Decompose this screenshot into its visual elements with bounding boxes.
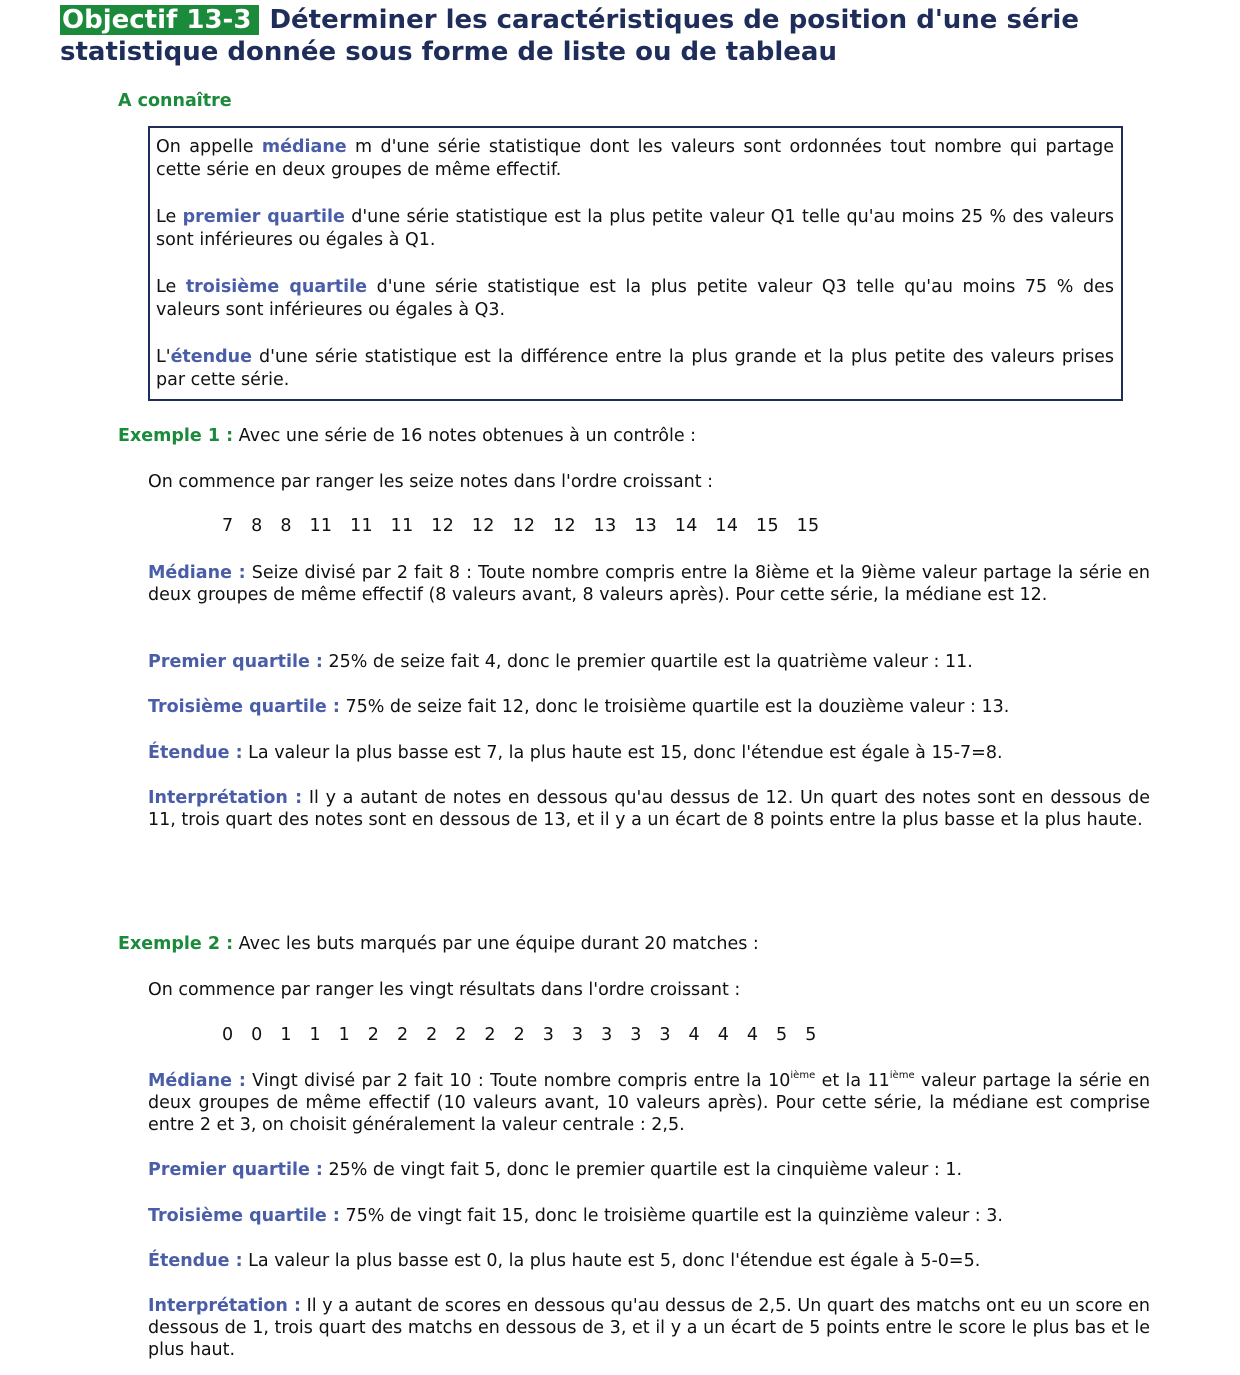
term-etendue: étendue (170, 347, 252, 367)
definition-text: Le (156, 207, 183, 227)
definition-text: d'une série statistique est la différence entre la plus grande et la plus petite des valeurs prises par cette série. (156, 347, 1114, 390)
etendue-text: La valeur la plus basse est 7, la plus haute est 15, donc l'étendue est égale à 15-7=8. (242, 743, 1003, 763)
example-1-etendue (148, 742, 1150, 764)
mediane-text: Seize divisé par 2 fait 8 : Toute nombre compris entre la 8ième et la 9ième valeur partage la série en deux groupes de même effectif (8 valeurs avant, 8 valeurs après). Pour cette série, la médiane est 12. (148, 563, 1150, 605)
example-1-label: Exemple 1 : (118, 426, 234, 446)
example-2-intro: Avec les buts marqués par une équipe durant 20 matches : (233, 934, 759, 954)
q3-text: 75% de seize fait 12, donc le troisième quartile est la douzième valeur : 13. (339, 697, 1010, 717)
example-1-intro: Avec une série de 16 notes obtenues à un contrôle : (233, 426, 697, 446)
interpretation-label: Interprétation : (148, 788, 303, 808)
example-1-q3 (148, 696, 1150, 718)
example-2-heading (118, 934, 759, 954)
q3-label: Troisième quartile : (148, 1206, 340, 1226)
interpretation-text: Il y a autant de notes en dessous qu'au dessus de 12. Un quart des notes sont en dessous de 11, trois quart des notes sont en dessous de 13, et il y a un écart de 8 points entre la plus basse et la plus haute. (148, 788, 1150, 830)
example-2-mediane (148, 1070, 1150, 1136)
example-1-mediane (148, 562, 1150, 606)
example-1-q1 (148, 651, 1150, 673)
definition-premier-quartile (156, 206, 1114, 252)
q1-label: Premier quartile : (148, 652, 323, 672)
mediane-label: Médiane : (148, 1071, 246, 1091)
etendue-label: Étendue : (148, 1251, 243, 1271)
objective-title: Déterminer les caractéristiques de position d'une série statistique donnée sous forme de liste ou de tableau (60, 5, 1079, 67)
definition-troisieme-quartile (156, 276, 1114, 322)
etendue-label: Étendue : (148, 743, 243, 763)
example-2-q1 (148, 1159, 1150, 1181)
term-troisieme-quartile: troisième quartile (185, 277, 367, 297)
q3-text: 75% de vingt fait 15, donc le troisième quartile est la quinzième valeur : 3. (339, 1206, 1003, 1226)
definition-text: On appelle (156, 137, 262, 157)
q1-text: 25% de vingt fait 5, donc le premier quartile est la cinquième valeur : 1. (322, 1160, 963, 1180)
definitions-box (148, 126, 1123, 401)
term-mediane: médiane (261, 137, 347, 157)
example-2-etendue (148, 1250, 1150, 1272)
mediane-text: valeur partage la série en deux groupes de même effectif (10 valeurs avant, 10 valeurs après). Pour cette série, la médiane est comprise entre 2 et 3, on choisit généralement la valeur centrale : 2,5. (148, 1071, 1150, 1135)
definition-text: d'une série statistique est la plus petite valeur Q3 telle qu'au moins 75 % des valeurs sont inférieures ou égales à Q3. (156, 277, 1114, 320)
example-2-series (222, 1025, 817, 1045)
example-1-interpretation (148, 787, 1150, 831)
interpretation-text: Il y a autant de scores en dessous qu'au dessus de 2,5. Un quart des matchs ont eu un score en dessous de 1, trois quart des matchs en dessous de 3, et il y a un écart de 5 points entre le score le plus bas et le plus haut. (148, 1296, 1150, 1360)
example-1-series (222, 516, 819, 536)
ordinal-suffix: ième (790, 1070, 816, 1081)
example-1-series-values: 7 8 8 11 11 11 12 12 12 12 13 13 14 14 15 15 (222, 516, 820, 536)
example-2-q3 (148, 1205, 1150, 1227)
q1-text: 25% de seize fait 4, donc le premier quartile est la quatrième valeur : 11. (322, 652, 973, 672)
ordinal-suffix: ième (889, 1070, 915, 1081)
mediane-text: et la 11 (815, 1071, 890, 1091)
definition-text: L' (156, 347, 171, 367)
example-2-series-values: 0 0 1 1 1 2 2 2 2 2 2 3 3 3 3 3 4 4 4 5 5 (222, 1025, 817, 1045)
mediane-text: Vingt divisé par 2 fait 10 : Toute nombre compris entre la 10 (245, 1071, 791, 1091)
definition-mediane (156, 136, 1114, 182)
q3-label: Troisième quartile : (148, 697, 340, 717)
definition-text: d'une série statistique est la plus petite valeur Q1 telle qu'au moins 25 % des valeurs sont inférieures ou égales à Q1. (156, 207, 1114, 250)
interpretation-label: Interprétation : (148, 1296, 301, 1316)
example-1-heading (118, 426, 696, 446)
objective-badge: Objectif 13-3 (60, 5, 259, 35)
page-title (60, 4, 1180, 68)
mediane-label: Médiane : (148, 563, 246, 583)
example-2-interpretation (148, 1295, 1150, 1361)
section-heading-a-connaitre: A connaître (118, 91, 232, 111)
term-premier-quartile: premier quartile (182, 207, 345, 227)
definition-text: Le (156, 277, 186, 297)
example-1-sort-text: On commence par ranger les seize notes dans l'ordre croissant : (148, 472, 714, 492)
etendue-text: La valeur la plus basse est 0, la plus haute est 5, donc l'étendue est égale à 5-0=5. (242, 1251, 981, 1271)
example-2-sort-text: On commence par ranger les vingt résultats dans l'ordre croissant : (148, 980, 741, 1000)
definition-text: m d'une série statistique dont les valeurs sont ordonnées tout nombre qui partage cette série en deux groupes de même effectif. (156, 137, 1114, 180)
example-2-label: Exemple 2 : (118, 934, 234, 954)
definition-etendue (156, 346, 1114, 392)
q1-label: Premier quartile : (148, 1160, 323, 1180)
